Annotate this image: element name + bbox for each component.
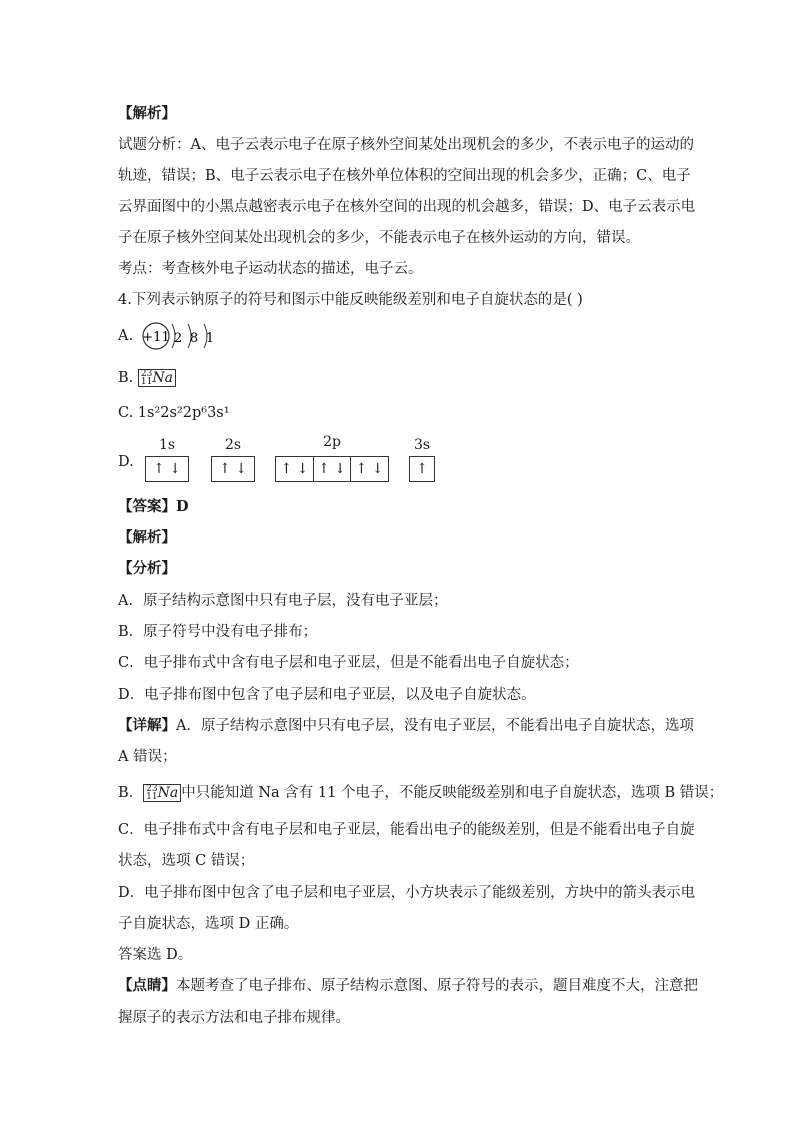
na-atomic-number-inline: 11 [146,792,158,802]
option-c-row [118,403,230,423]
spin-arrows: ↑ ↓ [153,461,181,477]
spin-arrows: ↑ ↓ [219,461,247,477]
na-symbol-box-inline [143,784,181,802]
detail-line-a1 [118,716,694,736]
option-a-label: A. [118,328,134,344]
option-b-label: B. [118,370,134,386]
detail-line-c1: C．电子排布式中含有电子层和电子亚层，能看出电子的能级差别，但是不能看出电子自旋 [118,822,695,838]
dianjing-line-1 [118,976,698,996]
nucleus-charge: +11 [142,330,170,345]
conclusion-line: 答案选 D。 [118,947,193,963]
option-b-row [118,368,176,388]
fenxi-line-a: A．原子结构示意图中只有电子层，没有电子亚层； [118,593,448,609]
option-c-label: C. [118,405,134,421]
dianjing-heading: 【点睛】 [118,977,176,994]
answer-text: 【答案】D [118,498,189,515]
na-numbers [141,370,152,386]
orbital-label-2s: 2s [224,437,242,453]
atom-structure-diagram [138,318,228,354]
kaodian-line: 考点：考查核外电子运动状态的描述，电子云。 [118,261,423,277]
dianjing-text-1: 本题考查了电子排布、原子结构示意图、原子符号的表示，题目难度不大，注意把 [176,978,698,994]
detail-b-prefix: B． [118,785,144,801]
na-mass-number-inline: 23 [146,784,158,794]
detail-line-a2: A 错误； [118,749,177,765]
orbital-cell [410,457,434,481]
orbital-box-2p [275,456,389,482]
orbital-cell [146,457,188,481]
analysis-line-3: 云界面图中的小黑点越密表示电子在核外空间的出现的机会越多，错误；D、电子云表示电 [118,199,696,215]
analysis-line-1: 试题分析：A、电子云表示电子在原子核外空间某处出现机会的多少，不表示电子的运动的 [118,137,694,153]
shell-3-count: 1 [205,331,215,346]
na-symbol-box [138,369,176,387]
spin-arrows: ↑ [416,461,428,477]
orbital-cell [276,457,314,481]
na-symbol: Na [152,370,173,386]
spin-arrows: ↑ ↓ [355,461,384,477]
orbital-box-3s [409,456,435,482]
dianjing-line-2: 握原子的表示方法和电子排布规律。 [118,1010,350,1026]
na-numbers-inline [146,785,157,801]
spin-arrows: ↑ ↓ [318,461,346,477]
analysis-line-2: 轨迹，错误；B、电子云表示电子在核外单位体积的空间出现的机会多少，正确；C、电子 [118,168,691,184]
orbital-box-1s [145,456,189,482]
option-c-config: 1s²2s²2p⁶3s¹ [137,405,230,421]
na-atomic-number: 11 [140,377,153,387]
detail-line-d1: D．电子排布图中包含了电子层和电子亚层，小方块表示了能级差别，方块中的箭头表示电 [118,885,696,901]
orbital-label-3s: 3s [413,437,431,453]
analysis-heading-2: 【解析】 [118,529,176,546]
na-mass-number: 23 [140,369,153,379]
spin-arrows: ↑ ↓ [280,461,309,477]
detail-line-b [118,783,723,803]
detail-heading: 【详解】 [118,717,176,734]
shell-2-count: 8 [189,331,199,346]
orbital-box-2s [211,456,255,482]
detail-a-text: A．原子结构示意图中只有电子层，没有电子亚层，不能看出电子自旋状态，选项 [176,718,694,734]
analysis-line-4: 子在原子核外空间某处出现机会的多少，不能表示电子在核外运动的方向，错误。 [118,230,640,246]
na-symbol-inline: Na [157,785,179,801]
orbital-cell [351,457,388,481]
detail-line-c2: 状态，选项 C 错误； [118,853,255,869]
orbital-label-1s: 1s [158,437,176,453]
analysis-heading: 【解析】 [118,105,176,122]
orbital-cell [314,457,351,481]
detail-b-text: 中只能知道 Na 含有 11 个电子，不能反映能级差别和电子自旋状态，选项 B 错误； [181,785,724,801]
orbital-label-2p: 2p [323,434,341,450]
fenxi-heading: 【分析】 [118,560,176,577]
fenxi-line-b: B．原子符号中没有电子排布； [118,624,318,640]
answer-line [118,497,189,517]
orbital-cell [212,457,254,481]
option-d-label: D. [118,454,134,470]
fenxi-line-c: C．电子排布式中含有电子层和电子亚层，但是不能看出电子自旋状态； [118,655,579,671]
fenxi-line-d: D．电子排布图中包含了电子层和电子亚层，以及电子自旋状态。 [118,687,536,703]
detail-line-d2: 子自旋状态，选项 D 正确。 [118,916,299,932]
shell-1-count: 2 [173,331,183,346]
question-stem: 4.下列表示钠原子的符号和图示中能反映能级差别和电子自旋状态的是( ) [118,292,583,308]
